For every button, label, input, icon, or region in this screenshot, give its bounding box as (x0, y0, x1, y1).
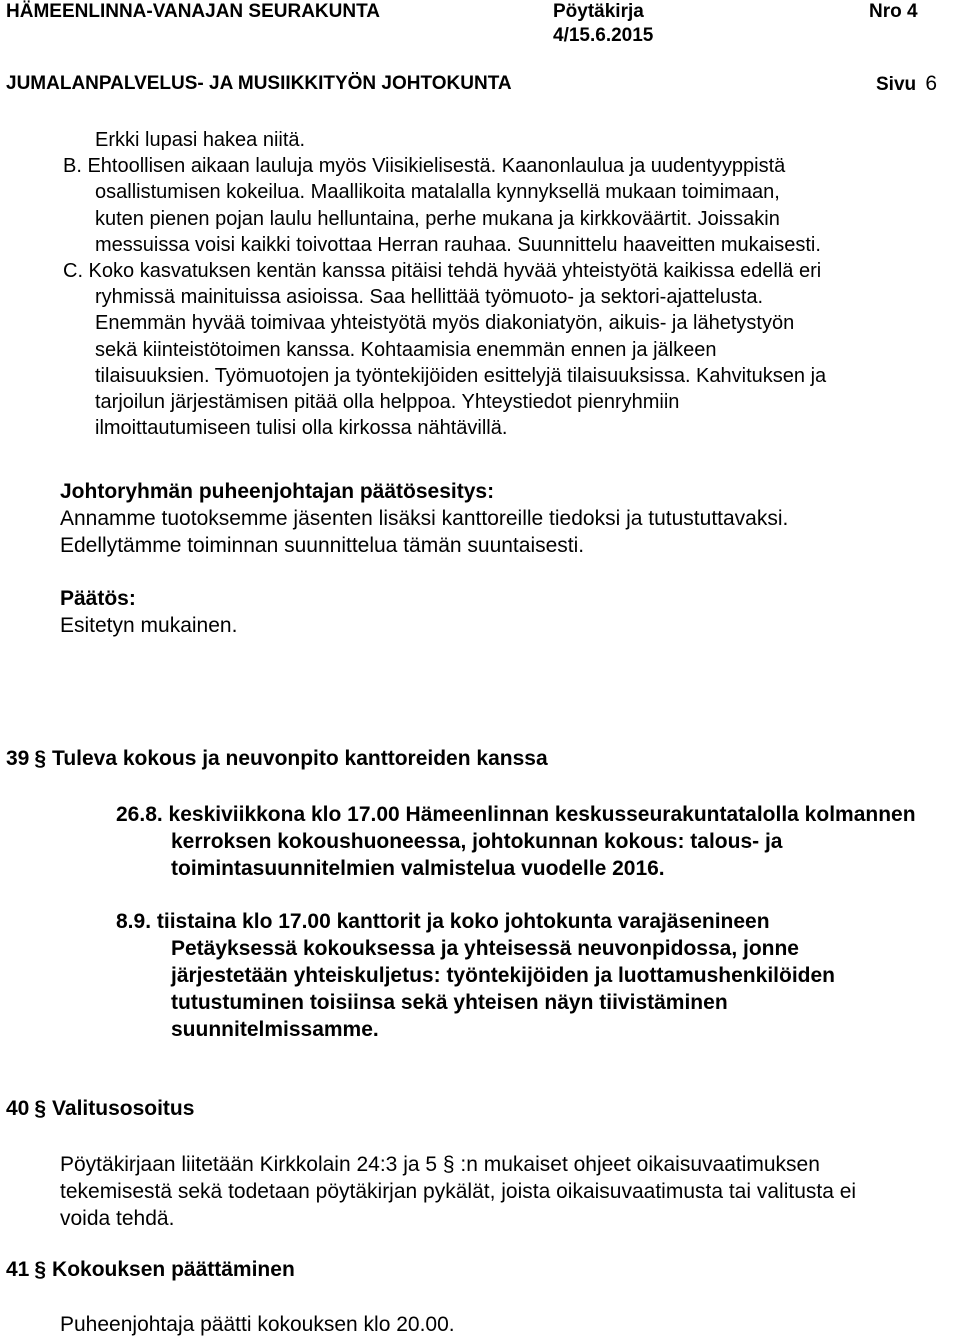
text-line: kerroksen kokoushuoneessa, johtokunnan kokous: talous- ja (171, 830, 783, 853)
text-line: osallistumisen kokeilua. Maallikoita matalalla kynnyksellä mukaan toimimaan, (95, 181, 780, 204)
continued-text (63, 127, 826, 441)
org-name: HÄMEENLINNA-VANAJAN SEURAKUNTA (6, 1, 381, 22)
document-type: Pöytäkirja (553, 1, 644, 22)
page-indicator (876, 73, 937, 96)
decision-heading: Päätös: (60, 587, 136, 610)
text-line: sekä kiinteistötoimen kanssa. Kohtaamisia enemmän ennen ja jälkeen (95, 338, 717, 361)
text-line: B. Ehtoollisen aikaan lauluja myös Viisikielisestä. Kaanonlaulua ja uudentyyppistä (63, 155, 786, 178)
decision-text: Esitetyn mukainen. (60, 614, 238, 637)
text-line: ryhmissä mainituissa asioissa. Saa hellittää työmuoto- ja sektori-ajattelusta. (95, 286, 764, 309)
section-41-heading (6, 1257, 295, 1283)
text-line: Pöytäkirjaan liitetään Kirkkolain 24:3 ja 5 § :n mukaiset ohjeet oikaisuvaatimuksen (60, 1153, 820, 1176)
board-name: JUMALANPALVELUS- JA MUSIIKKITYÖN JOHTOKUNTA (6, 73, 512, 94)
section-number: 39 (6, 747, 30, 770)
section-title: Tuleva kokous ja neuvonpito kanttoreiden kanssa (52, 747, 548, 770)
page-number: 6 (925, 72, 938, 95)
text-line: järjestetään yhteiskuljetus: työntekijöiden ja luottamushenkilöiden (171, 964, 835, 987)
text-line: toimintasuunnitelmien valmistelua vuodelle 2016. (171, 857, 665, 880)
text-line: Annamme tuotoksemme jäsenten lisäksi kanttoreille tiedoksi ja tutustuttavaksi. (60, 507, 789, 530)
meeting-item-1 (116, 801, 916, 882)
section-title: Valitusosoitus (52, 1097, 195, 1120)
text-line: C. Koko kasvatuksen kentän kanssa pitäisi tehdä hyvää yhteistyötä kaikissa edellä eri (63, 260, 822, 283)
text-line: 8.9. tiistaina klo 17.00 kanttorit ja koko johtokunta varajäsenineen (116, 910, 770, 933)
section-sign-icon: § (34, 747, 47, 770)
meeting-item-2 (116, 908, 835, 1043)
text-line: tutustuminen toisiinsa sekä yhteisen näyn tiivistäminen (171, 991, 728, 1014)
text-line: voida tehdä. (60, 1207, 175, 1230)
text-line: suunnitelmissamme. (171, 1018, 379, 1041)
text-line: tekemisestä sekä todetaan pöytäkirjan pykälät, joista oikaisuvaatimusta tai valitusta ei (60, 1180, 857, 1203)
section-40-heading (6, 1096, 194, 1122)
text-line: Erkki lupasi hakea niitä. (95, 129, 306, 151)
document-number: Nro 4 (869, 1, 918, 22)
section-number: 41 (6, 1258, 30, 1281)
section-number: 40 (6, 1097, 30, 1120)
section-40-text (60, 1151, 856, 1232)
section-sign-icon: § (34, 1097, 47, 1120)
text-line: 26.8. keskiviikkona klo 17.00 Hämeenlinnan keskusseurakuntatalolla kolmannen (116, 803, 916, 826)
text-line: Edellytämme toiminnan suunnittelua tämän suuntaisesti. (60, 533, 585, 557)
proposal-text (60, 506, 788, 559)
section-sign-icon: § (34, 1258, 47, 1281)
proposal-heading: Johtoryhmän puheenjohtajan päätösesitys: (60, 480, 495, 503)
text-line: tarjoilun järjestämisen pitää olla helppoa. Yhteystiedot pienryhmiin (95, 391, 680, 414)
document-date: 4/15.6.2015 (553, 25, 654, 46)
text-line: kuten pienen pojan laulu helluntaina, perhe mukana ja kirkkoväärtit. Joissakin (95, 207, 780, 230)
text-line: tilaisuuksien. Työmuotojen ja työntekijöiden esittelyjä tilaisuuksissa. Kahvituksen ja (95, 364, 827, 387)
text-line: Enemmän hyvää toimivaa yhteistyötä myös diakoniatyön, aikuis- ja lähetystyön (95, 312, 795, 335)
section-39-heading (6, 746, 548, 772)
section-title: Kokouksen päättäminen (52, 1258, 295, 1281)
text-line: ilmoittautumiseen tulisi olla kirkossa nähtävillä. (95, 417, 508, 440)
text-line: messuissa voisi kaikki toivottaa Herran rauhaa. Suunnittelu haaveitten mukaisesti. (95, 233, 821, 256)
page-label: Sivu (876, 74, 917, 95)
text-line: Petäyksessä kokouksessa ja yhteisessä neuvonpidossa, jonne (171, 937, 799, 960)
section-41-text: Puheenjohtaja päätti kokouksen klo 20.00. (60, 1313, 455, 1336)
